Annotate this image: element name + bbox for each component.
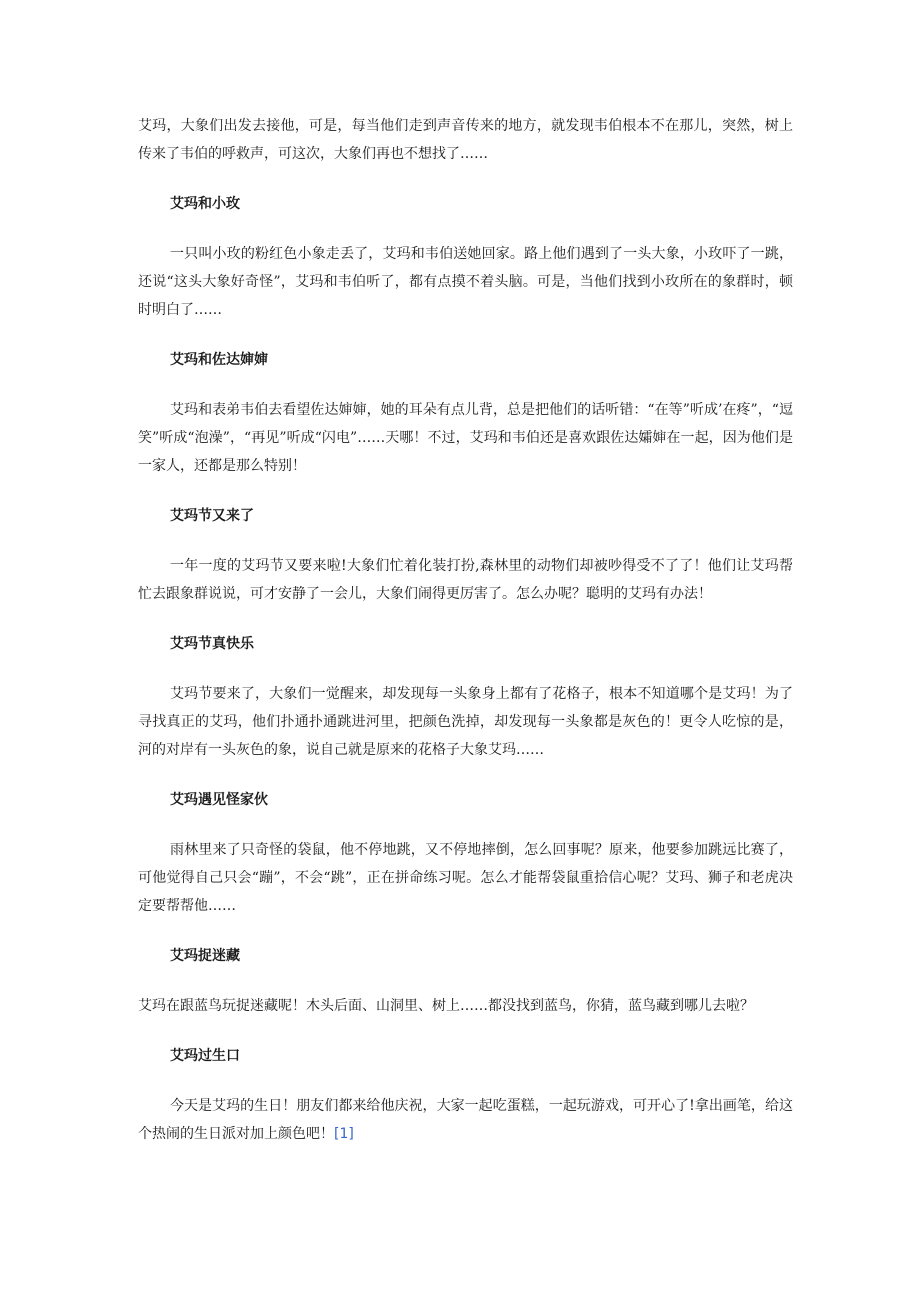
section-title-emma-day-again: 艾玛节又来了 xyxy=(170,508,254,524)
section-body-emma-and-aunt-zelda: 艾玛和表弟韦伯去看望佐达婶婶，她的耳朵有点儿背，总是把他们的话听错：“在等”听成’在疼”，“逗笑”听成“泡澡”，“再见”听成“闪电”……天哪！不过，艾玛和韦伯还是喜欢跟佐达孀婶在一起，因为他们是一家人，还都是那么特别！ xyxy=(138,402,793,474)
section-title-emma-hide-and-seek: 艾玛捉迷藏 xyxy=(170,948,240,964)
section-title-happy-emma-day: 艾玛节真快乐 xyxy=(170,636,254,652)
intro-paragraph: 艾玛，大象们出发去接他，可是，每当他们走到声音传来的地方，就发现韦伯根本不在那儿，突然，树上传来了韦伯的呼救声，可这次，大象们再也不想找了…… xyxy=(138,118,793,162)
section-title-emma-and-xiaomei: 艾玛和小玫 xyxy=(170,196,240,212)
section-body-emma-and-xiaomei: 一只叫小玫的粉红色小象走丢了，艾玛和韦伯送她回家。路上他们遇到了一头大象，小玫吓了一跳，还说“这头大象好奇怪”，艾玛和韦伯听了，都有点摸不着头脑。可是，当他们找到小玫所在的象群时，顿时明白了…… xyxy=(138,246,793,318)
section-body-emma-hide-and-seek: 艾玛在跟蓝鸟玩捉迷藏呢！木头后面、山洞里、树上……都没找到蓝鸟，你猜，蓝鸟藏到哪儿去啦？ xyxy=(138,998,754,1014)
section-body-emma-birthday-text: 今天是艾玛的生日！朋友们都来给他庆祝，大家一起吃蛋糕，一起玩游戏，可开心了!拿出画笔，给这个热闹的生日派对加上颜色吧！ xyxy=(138,1098,793,1142)
document-page xyxy=(138,112,793,1148)
section-body-emma-meets-strange-fellow: 雨林里来了只奇怪的袋鼠，他不停地跳，又不停地摔倒，怎么回事呢？原来，他要参加跳远比赛了，可他觉得自己只会“蹦”，不会“跳”，正在拼命练习呢。怎么才能帮袋鼠重拾信心呢？艾玛、狮子和老虎决定要帮帮他…… xyxy=(138,842,793,914)
section-title-emma-birthday: 艾玛过生口 xyxy=(170,1048,240,1064)
section-body-emma-day-again: 一年一度的艾玛节又要来啦!大象们忙着化装打扮,森林里的动物们却被吵得受不了了！他们让艾玛帮忙去跟象群说说，可才安静了一会儿，大象们闹得更厉害了。怎么办呢？聪明的艾玛有办法！ xyxy=(138,558,793,602)
section-body-happy-emma-day: 艾玛节要来了，大象们一觉醒来，却发现每一头象身上都有了花格子，根本不知道哪个是艾玛！为了寻找真正的艾玛，他们扑通扑通跳进河里，把颜色洗掉，却发现每一头象都是灰色的！更令人吃惊的是，河的对岸有一头灰色的象，说自己就是原来的花格子大象艾玛…… xyxy=(138,686,793,758)
section-body-emma-birthday xyxy=(138,1092,793,1148)
section-title-emma-and-aunt-zelda: 艾玛和佐达婶婶 xyxy=(170,352,268,368)
section-title-emma-meets-strange-fellow: 艾玛遇见怪家伙 xyxy=(170,792,268,808)
citation-reference-link[interactable]: [1] xyxy=(334,1126,354,1142)
